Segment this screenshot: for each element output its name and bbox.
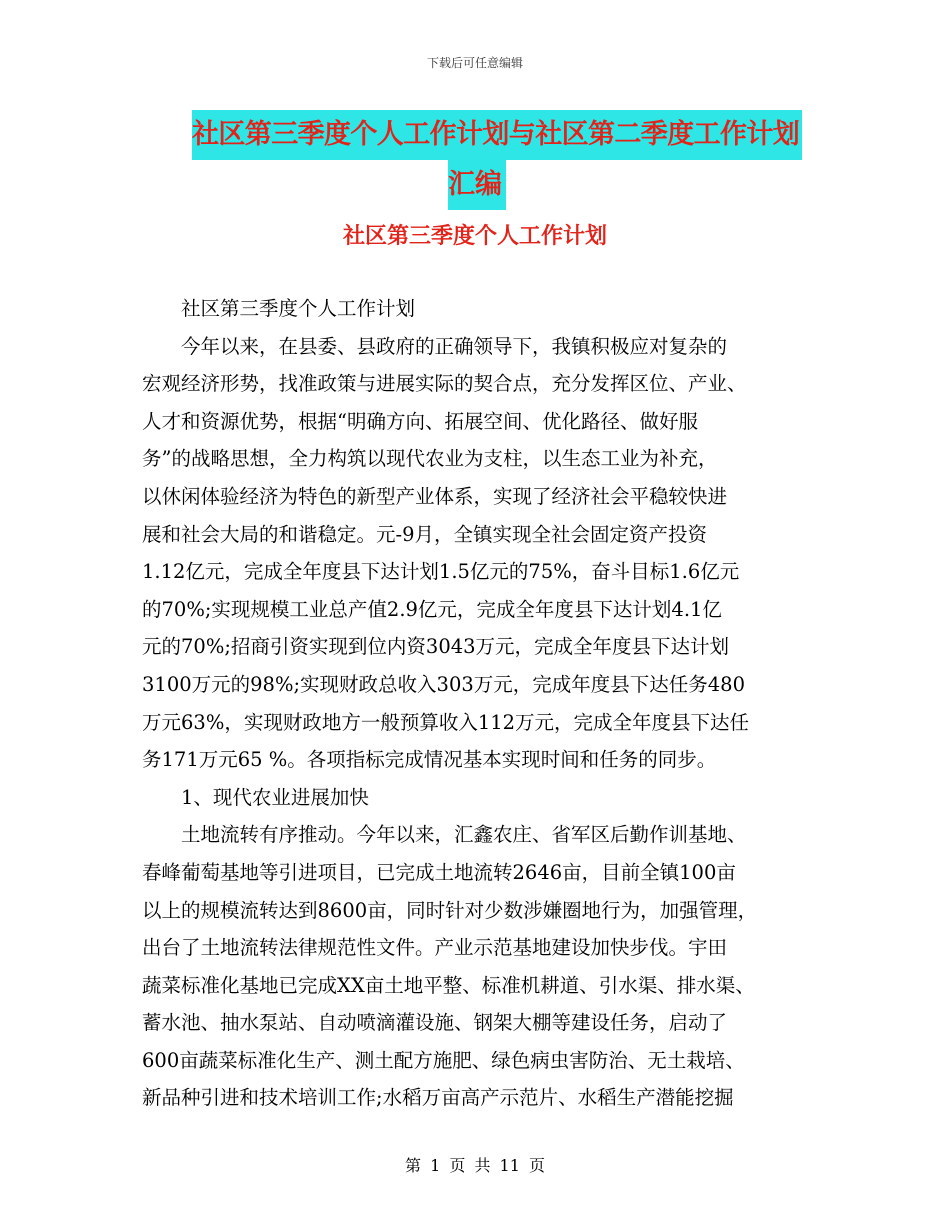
paragraph-line: 社区第三季度个人工作计划 <box>142 297 416 320</box>
document-title-line-1: 社区第三季度个人工作计划与社区第二季度工作计划 <box>192 110 802 160</box>
paragraph-line: 的70%;实现规模工业总产值2.9亿元，完成全年度县下达计划4.1亿 <box>142 597 722 621</box>
document-title-line-2: 汇编 <box>448 160 506 210</box>
paragraph-line: 万元63%，实现财政地方一般预算收入112万元，完成全年度县下达任 <box>142 710 750 734</box>
paragraph-line: 蓄水池、抽水泵站、自动喷滴灌设施、钢架大棚等建设任务，启动了 <box>142 1011 728 1035</box>
paragraph-line: 土地流转有序推动。今年以来，汇鑫农庄、省军区后勤作训基地、 <box>142 823 747 847</box>
paragraph-line: 今年以来，在县委、县政府的正确领导下，我镇积极应对复杂的 <box>142 334 728 358</box>
paragraph-line: 600亩蔬菜标准化生产、测土配方施肥、绿色病虫害防治、无土栽培、 <box>142 1048 745 1072</box>
paragraph-line: 人才和资源优势，根据“明确方向、拓展空间、优化路径、做好服 <box>142 409 698 433</box>
paragraph-line: 1、现代农业进展加快 <box>142 785 369 809</box>
paragraph-line: 春峰葡萄基地等引进项目，已完成土地流转2646亩，目前全镇100亩 <box>142 860 736 884</box>
page-footer: 第 1 页 共 11 页 <box>405 1156 545 1175</box>
paragraph-line: 务171万元65 %。各项指标完成情况基本实现时间和任务的同步。 <box>142 748 717 772</box>
paragraph-line: 元的70%;招商引资实现到位内资3043万元，完成全年度县下达计划 <box>142 635 730 659</box>
paragraph-line: 1.12亿元，完成全年度县下达计划1.5亿元的75%，奋斗目标1.6亿元 <box>142 560 740 584</box>
paragraph-line: 以上的规模流转达到8600亩，同时针对少数涉嫌圈地行为，加强管理， <box>142 898 758 922</box>
section-title: 社区第三季度个人工作计划 <box>342 224 607 249</box>
paragraph-line: 蔬菜标准化基地已完成XX亩土地平整、标准机耕道、引水渠、排水渠、 <box>142 973 755 997</box>
paragraph-line: 以休闲体验经济为特色的新型产业体系，实现了经济社会平稳较快进 <box>142 484 728 508</box>
paragraph-line: 新品种引进和技术培训工作;水稻万亩高产示范片、水稻生产潜能挖掘 <box>142 1086 734 1110</box>
paragraph-line: 宏观经济形势，找准政策与进展实际的契合点，充分发挥区位、产业、 <box>142 372 747 396</box>
header-note: 下载后可任意编辑 <box>426 56 523 70</box>
paragraph-line: 3100万元的98%;实现财政总收入303万元，完成年度县下达任务480 <box>142 672 745 696</box>
document-body <box>142 290 812 1117</box>
paragraph-line: 展和社会大局的和谐稳定。元-9月，全镇实现全社会固定资产投资 <box>142 522 707 546</box>
document-title <box>192 110 832 210</box>
paragraph-line: 出台了土地流转法律规范性文件。产业示范基地建设加快步伐。宇田 <box>142 936 728 960</box>
paragraph-line: 务”的战略思想，全力构筑以现代农业为支柱，以生态工业为补充， <box>142 447 718 471</box>
